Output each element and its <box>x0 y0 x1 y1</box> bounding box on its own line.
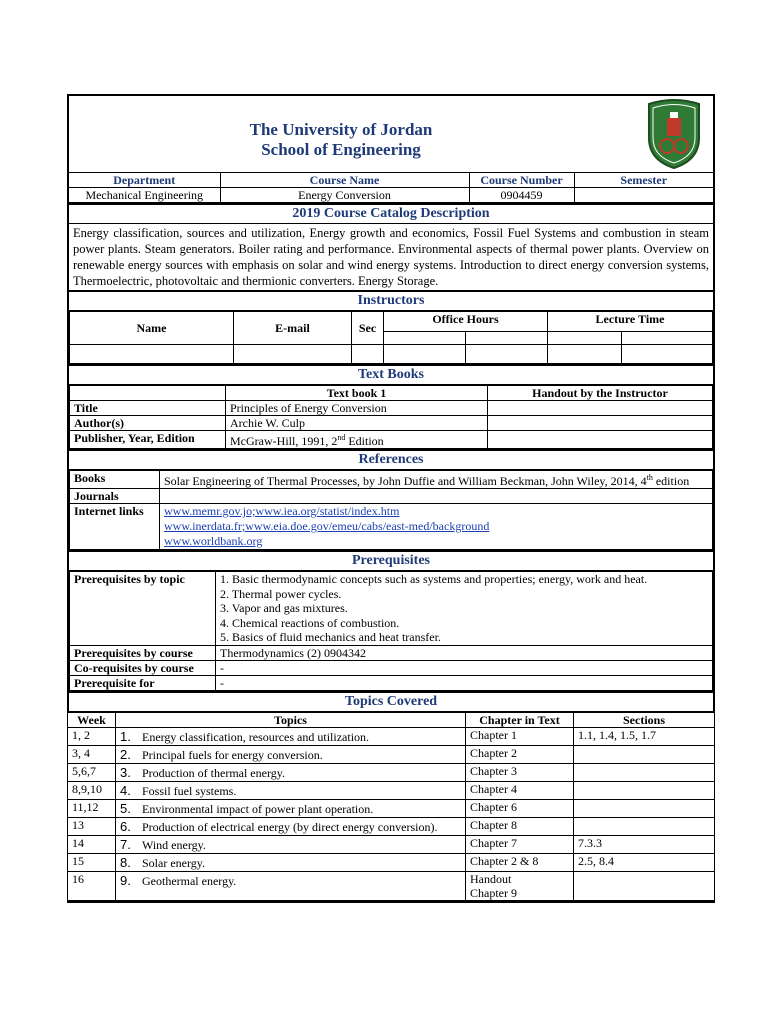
week-cell: 16 <box>68 871 116 900</box>
topics-table <box>67 712 715 901</box>
prereq-course-value: Thermodynamics (2) 0904342 <box>216 645 713 660</box>
instructors-title: Instructors <box>69 290 713 311</box>
chapter-cell: Chapter 2 <box>466 745 574 763</box>
instructor-name-header: Name <box>70 312 234 345</box>
coreq-value: - <box>216 660 713 675</box>
topics-section <box>67 691 715 903</box>
topic-number: 2. <box>120 746 131 762</box>
catalog-description: Energy classification, sources and utilization, Energy growth and economics, Fossil Fuel Systems and combustion in steam power plants. Steam generators. Boiler rating and performance. Environmental aspects of thermal power plants. Overview on renewable energy sources with emphasis on solar and wind energy systems. Introduction to direct energy conversion systems, Thermoelectric, photovoltaic and thermionic converters. Energy Storage. <box>73 226 709 288</box>
instructors-section <box>67 290 715 364</box>
course-name-value: Energy Conversion <box>220 188 469 203</box>
week-cell: 8,9,10 <box>68 781 116 799</box>
table-row <box>68 727 715 745</box>
table-row <box>68 745 715 763</box>
references-table <box>69 470 713 550</box>
week-cell: 15 <box>68 853 116 871</box>
course-info-table <box>67 172 715 203</box>
sections-cell <box>574 799 715 817</box>
topic-number: 3. <box>120 764 131 780</box>
topic-cell <box>116 871 466 900</box>
office-hours-header: Office Hours <box>384 312 548 332</box>
link-memr-iea[interactable]: www.memr.gov.jo;www.iea.org/statist/index.htm <box>164 504 400 518</box>
week-header: Week <box>68 712 116 727</box>
university-logo <box>645 98 703 170</box>
catalog-section <box>67 203 715 290</box>
textbook-1-header: Text book 1 <box>226 386 488 401</box>
prereq-for-value: - <box>216 675 713 690</box>
prereq-topic-item: 3. Vapor and gas mixtures. <box>220 601 348 615</box>
chapter-cell: Chapter 7 <box>466 835 574 853</box>
internet-links-label: Internet links <box>70 504 160 550</box>
prereq-topic-item: 5. Basics of fluid mechanics and heat transfer. <box>220 630 441 644</box>
sections-cell <box>574 781 715 799</box>
textbook-title-label: Title <box>70 401 226 416</box>
topic-text: Principal fuels for energy conversion. <box>142 747 323 762</box>
instructor-sec-header: Sec <box>352 312 384 345</box>
course-name-header: Course Name <box>220 173 469 188</box>
prerequisites-table <box>69 571 713 691</box>
sections-cell: 2.5, 8.4 <box>574 853 715 871</box>
topic-text: Production of thermal energy. <box>142 765 285 780</box>
chapter-cell: Chapter 6 <box>466 799 574 817</box>
table-row <box>68 835 715 853</box>
topic-text: Wind energy. <box>142 837 206 852</box>
course-number-value: 0904459 <box>469 188 574 203</box>
topic-cell <box>116 853 466 871</box>
link-worldbank[interactable]: www.worldbank.org <box>164 534 263 548</box>
textbook-publisher-value: McGraw-Hill, 1991, 2nd Edition <box>226 431 488 449</box>
sections-cell: 1.1, 1.4, 1.5, 1.7 <box>574 727 715 745</box>
course-syllabus <box>67 94 715 903</box>
topic-text: Fossil fuel systems. <box>142 783 237 798</box>
prereq-course-label: Prerequisites by course <box>70 645 216 660</box>
chapter-cell: Chapter 8 <box>466 817 574 835</box>
prereq-topic-item: 4. Chemical reactions of combustion. <box>220 615 400 630</box>
journals-label: Journals <box>70 489 160 504</box>
catalog-title: 2019 Course Catalog Description <box>69 203 713 224</box>
header <box>67 94 715 172</box>
table-row <box>68 799 715 817</box>
topic-cell <box>116 835 466 853</box>
semester-value <box>574 188 714 203</box>
table-row <box>68 871 715 900</box>
lecture-time-header: Lecture Time <box>548 312 713 332</box>
topic-cell <box>116 781 466 799</box>
books-label: Books <box>70 471 160 489</box>
references-section <box>67 449 715 550</box>
chapter-cell: Chapter 1 <box>466 727 574 745</box>
week-cell: 11,12 <box>68 799 116 817</box>
prereq-topic-label: Prerequisites by topic <box>70 572 216 646</box>
prereq-for-label: Prerequisite for <box>70 675 216 690</box>
sections-cell <box>574 817 715 835</box>
topic-cell <box>116 799 466 817</box>
sections-header: Sections <box>574 712 715 727</box>
semester-header: Semester <box>574 173 714 188</box>
topic-number: 9. <box>120 872 131 888</box>
topic-number: 1. <box>120 728 131 744</box>
chapter-cell: Chapter 2 & 8 <box>466 853 574 871</box>
school-name: School of Engineering <box>261 140 421 159</box>
link-inerdata-eia[interactable]: www.inerdata.fr;www.eia.doe.gov/emeu/cabs/east-med/background <box>164 519 490 533</box>
department-value: Mechanical Engineering <box>68 188 220 203</box>
week-cell: 5,6,7 <box>68 763 116 781</box>
prerequisites-title: Prerequisites <box>69 550 713 571</box>
topics-header: Topics <box>116 712 466 727</box>
table-row <box>68 781 715 799</box>
books-value: Solar Engineering of Thermal Processes, by John Duffie and William Beckman, John Wiley, 2014, 4th edition <box>160 471 713 489</box>
prereq-topic-item: 1. Basic thermodynamic concepts such as systems and properties; energy, work and heat. <box>220 572 648 586</box>
sections-cell <box>574 763 715 781</box>
topic-text: Production of electrical energy (by direct energy conversion). <box>142 819 438 834</box>
topic-text: Energy classification, resources and utilization. <box>142 729 370 744</box>
table-row <box>68 763 715 781</box>
topics-title: Topics Covered <box>67 691 715 712</box>
textbook-title-value: Principles of Energy Conversion <box>226 401 488 416</box>
references-title: References <box>69 449 713 470</box>
topic-text: Geothermal energy. <box>142 873 237 888</box>
instructor-email-header: E-mail <box>234 312 352 345</box>
topic-cell <box>116 763 466 781</box>
topic-cell <box>116 727 466 745</box>
chapter-cell: Chapter 4 <box>466 781 574 799</box>
topic-cell <box>116 745 466 763</box>
week-cell: 13 <box>68 817 116 835</box>
topic-number: 5. <box>120 800 131 816</box>
textbooks-table <box>69 385 713 449</box>
week-cell: 3, 4 <box>68 745 116 763</box>
coreq-label: Co-requisites by course <box>70 660 216 675</box>
textbook-publisher-label: Publisher, Year, Edition <box>70 431 226 449</box>
sections-cell <box>574 745 715 763</box>
topic-number: 7. <box>120 836 131 852</box>
sections-cell: 7.3.3 <box>574 835 715 853</box>
topic-number: 8. <box>120 854 131 870</box>
week-cell: 1, 2 <box>68 727 116 745</box>
course-number-header: Course Number <box>469 173 574 188</box>
university-name: The University of Jordan <box>249 120 433 139</box>
department-header: Department <box>68 173 220 188</box>
week-cell: 14 <box>68 835 116 853</box>
prerequisites-section <box>67 550 715 691</box>
table-row <box>68 817 715 835</box>
textbooks-section <box>67 364 715 449</box>
handout-header: Handout by the Instructor <box>488 386 713 401</box>
table-row <box>68 853 715 871</box>
chapter-cell: Handout Chapter 9 <box>466 871 574 900</box>
prereq-topic-item: 2. Thermal power cycles. <box>220 586 342 601</box>
textbook-author-label: Author(s) <box>70 416 226 431</box>
sections-cell <box>574 871 715 900</box>
chapter-header: Chapter in Text <box>466 712 574 727</box>
topic-cell <box>116 817 466 835</box>
topic-number: 4. <box>120 782 131 798</box>
textbook-author-value: Archie W. Culp <box>226 416 488 431</box>
topic-number: 6. <box>120 818 131 834</box>
textbooks-title: Text Books <box>69 364 713 385</box>
topic-text: Solar energy. <box>142 855 205 870</box>
instructors-table <box>69 311 713 364</box>
chapter-cell: Chapter 3 <box>466 763 574 781</box>
topic-text: Environmental impact of power plant operation. <box>142 801 374 816</box>
